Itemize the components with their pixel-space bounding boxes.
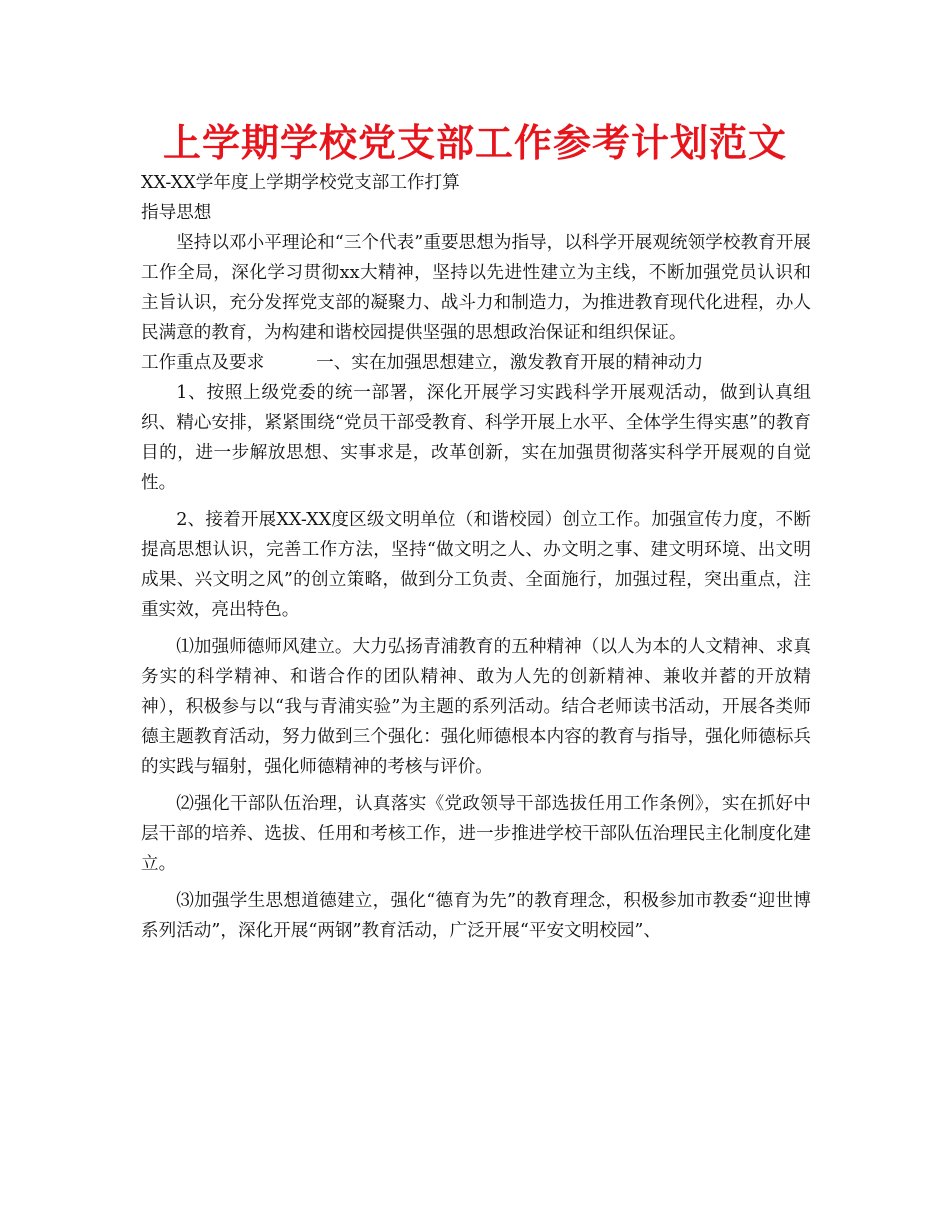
section1-heading: 一、实在加强思想建立，激发教育开展的精神动力 [316, 353, 704, 373]
document-title: 上学期学校党支部工作参考计划范文 [162, 120, 787, 165]
focus-heading: 工作重点及要求 [141, 353, 265, 373]
guiding-paragraph: 坚持以邓小平理论和“三个代表”重要思想为指导，以科学开展观统领学校教育开展工作全局，深化学习贯彻xx大精神，坚持以先进性建立为主线，不断加强党员认识和主旨认识，充分发挥党支部的凝聚力、战斗力和制造力，为推进教育现代化进程，办人民满意的教育，为构建和谐校园提供坚强的思想政治保证和组织保证。 [141, 233, 811, 343]
focus-heading-line [141, 348, 811, 378]
document-body [141, 168, 811, 946]
sub-item-2-paragraph: ⑵强化干部队伍治理，认真落实《党政领导干部选拔任用工作条例》，实在抓好中层干部的培养、选拔、任用和考核工作，进一步推进学校干部队伍治理民主化制度化建立。 [141, 794, 811, 874]
item-2-paragraph: 2、接着开展XX-XX度区级文明单位（和谐校园）创立工作。加强宣传力度，不断提高思想认识，完善工作方法，坚持“做文明之人、办文明之事、建文明环境、出文明成果、兴文明之风”的创立策略，做到分工负责、全面施行，加强过程，突出重点，注重实效，亮出特色。 [141, 510, 811, 620]
guiding-heading: 指导思想 [141, 203, 212, 223]
subtitle-line: XX-XX学年度上学期学校党支部工作打算 [141, 173, 460, 193]
sub-item-3-paragraph: ⑶加强学生思想道德建立，强化“德育为先”的教育理念，积极参加市教委“迎世博系列活动”，深化开展“两钢”教育活动，广泛开展“平安文明校园”、 [141, 891, 811, 941]
item-1-paragraph: 1、按照上级党委的统一部署，深化开展学习实践科学开展观活动，做到认真组织、精心安排，紧紧围绕“党员干部受教育、科学开展上水平、全体学生得实惠”的教育目的，进一步解放思想、实事求是，改革创新，实在加强贯彻落实科学开展观的自觉性。 [141, 383, 811, 493]
sub-item-1-paragraph: ⑴加强师德师风建立。大力弘扬青浦教育的五种精神（以人为本的人文精神、求真务实的科学精神、和谐合作的团队精神、敢为人先的创新精神、兼收并蓄的开放精神），积极参与以“我与青浦实验”为主题的系列活动。结合老师读书活动，开展各类师德主题教育活动，努力做到三个强化：强化师德根本内容的教育与指导，强化师德标兵的实践与辐射，强化师德精神的考核与评价。 [141, 637, 811, 777]
